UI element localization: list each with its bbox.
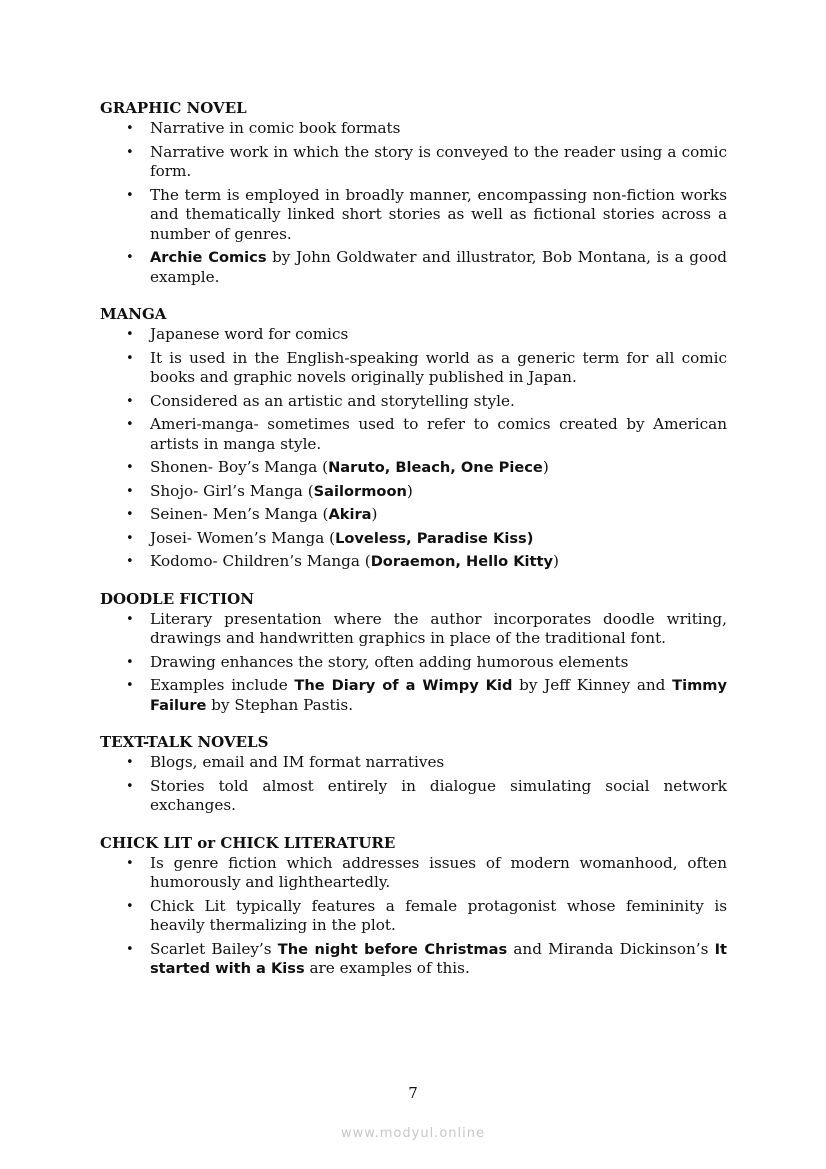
item-text: Blogs, email and IM format narratives [150,753,445,771]
list-item [100,777,727,816]
bold-title-text: Sailormoon [313,482,407,500]
item-text: Ameri-manga- sometimes used to refer to comics created by American artists in manga style. [150,415,727,453]
list-item [100,143,727,182]
item-text: Literary presentation where the author incorporates doodle writing, drawings and handwritten graphics in place of the traditional font. [150,609,727,647]
bold-title-text: Akira [328,506,372,523]
list-item [100,854,727,893]
item-text: by Stephan Pastis. [206,695,354,714]
bold-title-text: The night before Christmas [277,940,508,958]
section-doodle-fiction [100,590,727,716]
item-text: ) [406,481,413,500]
list-item [100,610,727,649]
list-item [100,653,727,673]
item-text: are examples of this. [304,959,470,977]
item-text: Drawing enhances the story, often adding humorous elements [150,652,629,671]
item-text: ) [371,505,378,523]
item-text: Chick Lit typically features a female protagonist whose femininity is heavily thermalizing in the plot. [150,896,727,934]
page-number: 7 [408,1084,418,1102]
section-heading: DOODLE FICTION [100,589,254,608]
section-heading: TEXT-TALK NOVELS [100,733,269,751]
list-item [100,552,727,572]
item-text: Shojo- Girl’s Manga ( [150,481,314,500]
item-text: It is used in the English-speaking world as a generic term for all comic books and graphic novels originally published in Japan. [150,348,727,386]
list-item [100,676,727,715]
bullet-list [100,119,727,287]
bold-title-text: Doraemon, Hello Kitty [370,553,554,570]
bold-title-text: It started with a Kiss [150,940,727,977]
section-text-talk-novels [100,733,727,816]
item-text: Japanese word for comics [150,325,349,343]
watermark: www.modyul.online [340,1126,486,1141]
item-text: by Jeff Kinney and [512,676,673,694]
list-item [100,325,727,345]
bullet-list [100,854,727,979]
list-item [100,186,727,245]
item-text: Shonen- Boy’s Manga ( [150,458,329,476]
item-text: Stories told almost entirely in dialogue simulating social network exchanges. [150,776,727,814]
section-chick-lit-or-chick-literature [100,834,727,979]
section-heading: CHICK LIT or CHICK LITERATURE [100,833,396,852]
item-text: ) [542,458,549,476]
list-item [100,349,727,388]
item-text: Examples include [150,676,295,694]
section-graphic-novel [100,99,727,287]
list-item [100,753,727,773]
item-text: Is genre fiction which addresses issues of modern womanhood, often humorously and lightheartedly. [150,853,727,891]
list-item [100,897,727,936]
bold-title-text: The Diary of a Wimpy Kid [294,677,513,694]
list-item [100,458,727,478]
bullet-list [100,610,727,716]
section-manga [100,305,727,572]
section-heading: MANGA [100,305,167,323]
list-item [100,248,727,287]
item-text: ) [553,552,559,570]
document-body [100,99,727,997]
item-text: and Miranda Dickinson’s [507,939,715,958]
bullet-list [100,325,727,572]
bold-title-text: Naruto, Bleach, One Piece [328,459,543,476]
list-item [100,940,727,979]
bold-title-text: Timmy Failure [150,677,727,714]
item-text: Scarlet Bailey’s [150,939,278,958]
item-text: The term is employed in broadly manner, encompassing non-fiction works and thematically linked short stories as well as fictional stories across a number of genres. [150,185,727,243]
list-item [100,415,727,454]
list-item [100,392,727,412]
list-item [100,505,727,525]
item-text: by John Goldwater and illustrator, Bob Montana, is a good example. [150,248,728,286]
list-item [100,482,727,502]
item-text: Considered as an artistic and storytelling style. [150,391,515,410]
bullet-list [100,753,727,816]
item-text: Seinen- Men’s Manga ( [150,505,329,523]
bold-title-text: Archie Comics [150,249,267,266]
item-text: Kodomo- Children’s Manga ( [150,552,371,570]
section-heading: GRAPHIC NOVEL [100,99,247,117]
list-item [100,529,727,549]
bold-title-text: Loveless, Paradise Kiss) [335,529,534,547]
item-text: Josei- Women’s Manga ( [150,528,336,547]
item-text: Narrative in comic book formats [150,119,401,137]
list-item [100,119,727,139]
item-text: Narrative work in which the story is conveyed to the reader using a comic form. [150,142,727,180]
